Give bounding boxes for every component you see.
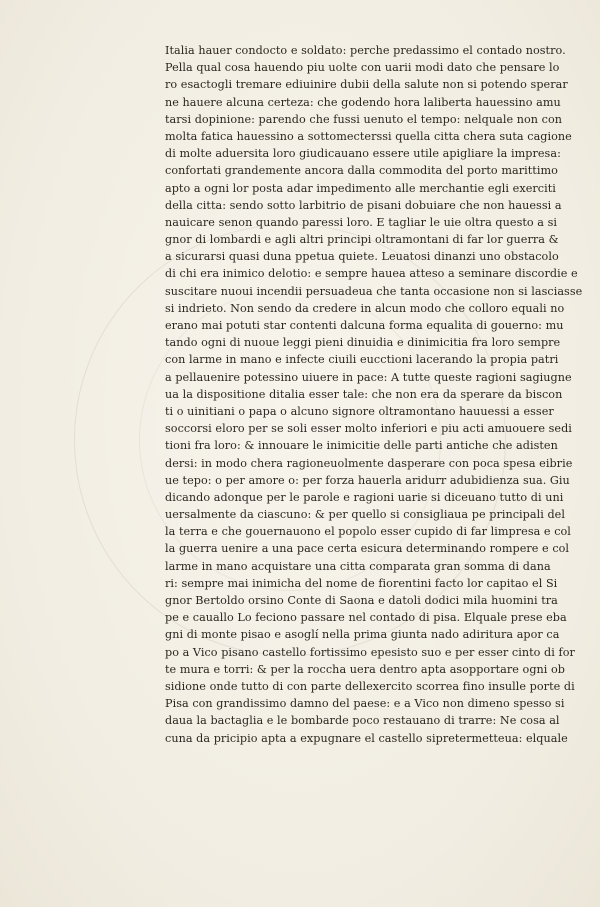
text-line: Italia hauer condocto e soldato: perche predassimo el contado nostro. bbox=[165, 44, 566, 57]
text-line: confortati grandemente ancora dalla commodita del porto marittimo bbox=[165, 164, 558, 178]
text-line: dersi: in modo chera ragioneuolmente dasperare con poca spesa eibrie bbox=[165, 456, 573, 470]
text-line: tando ogni di nuoue leggi pieni dinuidia e dinimicitia fra loro sempre bbox=[165, 336, 561, 350]
text-line: soccorsi eloro per se soli esser molto inferiori e piu acti amuouere sedi bbox=[165, 422, 572, 436]
text-line: apto a ogni lor posta adar impedimento alle merchantie egli exerciti bbox=[165, 181, 556, 195]
text-line: pe e cauallo Lo feciono passare nel contado di pisa. Elquale prese eba bbox=[165, 611, 567, 625]
text-line: ti o uinitiani o papa o alcuno signore oltramontano hauuessi a esser bbox=[165, 404, 554, 418]
text-line: molta fatica hauessino a sottomecterssi quella citta chera suta cagione bbox=[165, 129, 572, 143]
text-line: uersalmente da ciascuno: & per quello si consigliaua pe principali del bbox=[165, 508, 565, 522]
text-line: erano mai potuti star contenti dalcuna forma equalita di gouerno: mu bbox=[165, 319, 564, 332]
text-line: ne hauere alcuna certeza: che godendo hora laliberta hauessino amu bbox=[165, 95, 561, 109]
text-line: tioni fra loro: & innouare le inimicitie delle parti antiche che adisten bbox=[165, 439, 558, 453]
text-line: ua la dispositione ditalia esser tale: che non era da sperare da biscon bbox=[165, 387, 563, 401]
text-line: gnor di lombardi e agli altri principi oltramontani di far lor guerra & bbox=[165, 233, 559, 247]
text-line: ro esactogli tremare ediuinire dubii della salute non si potendo sperar bbox=[165, 78, 568, 92]
text-line: la guerra uenire a una pace certa esicura determinando rompere e col bbox=[165, 542, 570, 556]
text-line: della citta: sendo sotto larbitrio de pisani dobuiare che non hauessi a bbox=[165, 198, 562, 212]
text-line: daua la bactaglia e le bombarde poco restauano di trarre: Ne cosa al bbox=[165, 714, 560, 728]
text-line: gni di monte pisao e asoglí nella prima giunta nado adiritura apor ca bbox=[165, 628, 560, 642]
text-line: di molte aduersita loro giudicauano essere utile apigliare la impresa: bbox=[165, 147, 561, 161]
text-line: te mura e torri: & per la roccha uera dentro apta asopportare ogni ob bbox=[165, 662, 566, 676]
text-line: ri: sempre mai inimicha del nome de fiorentini facto lor capitao el Si bbox=[165, 576, 558, 590]
text-line: dicando adonque per le parole e ragioni uarie si diceuano tutto di uni bbox=[165, 490, 564, 504]
text-line: po a Vico pisano castello fortissimo epesisto suo e per esser cinto di for bbox=[165, 645, 575, 659]
text-line: di chi era inimico delotio: e sempre hauea atteso a seminare discordie e bbox=[165, 267, 578, 281]
text-line: gnor Bertoldo orsino Conte di Saona e datoli dodici mila huomini tra bbox=[165, 594, 558, 607]
text-line: sidione onde tutto di con parte dellexercito scorrea fino insulle porte di bbox=[165, 679, 575, 693]
text-line: larme in mano acquistare una citta comparata gran somma di dana bbox=[165, 559, 551, 573]
text-line: a pellauenire potessino uiuere in pace: A tutte queste ragioni sagiugne bbox=[165, 370, 572, 384]
body-text bbox=[165, 42, 585, 747]
text-line: suscitare nuoui incendii persuadeua che tanta occasione non si lasciasse bbox=[165, 284, 583, 298]
text-line: Pisa con grandissimo damno del paese: e a Vico non dimeno spesso si bbox=[165, 697, 565, 711]
text-line: ue tepo: o per amore o: per forza hauerla aridurr adubidienza sua. Giu bbox=[165, 473, 570, 487]
text-line: la terra e che gouernauono el popolo esser cupido di far limpresa e col bbox=[165, 525, 571, 539]
text-line: si indrieto. Non sendo da credere in alcun modo che colloro equali no bbox=[165, 301, 565, 315]
text-line: con larme in mano e infecte ciuili eucctioni lacerando la propia patri bbox=[165, 353, 559, 367]
text-line: a sicurarsi quasi duna ppetua quiete. Leuatosi dinanzi uno obstacolo bbox=[165, 250, 559, 264]
text-line: cuna da pricipio apta a expugnare el castello sipretermetteua: elquale bbox=[165, 731, 568, 745]
text-line: Pella qual cosa hauendo piu uolte con uarii modi dato che pensare lo bbox=[165, 61, 560, 75]
text-line: tarsi dopinione: parendo che fussi uenuto el tempo: nelquale non con bbox=[165, 112, 562, 126]
text-line: nauicare senon quando paressi loro. E tagliar le uie oltra questo a si bbox=[165, 215, 558, 229]
